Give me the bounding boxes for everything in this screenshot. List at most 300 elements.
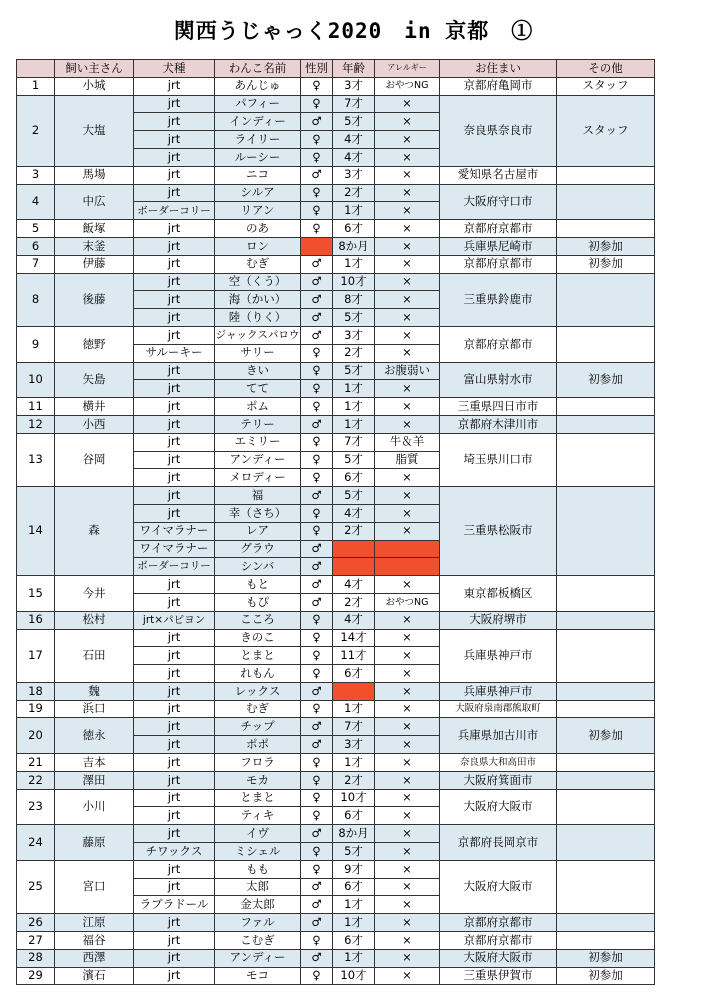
cell-sex: ♀ [301, 433, 333, 451]
cell-dog-name: もと [215, 576, 301, 594]
cell-dog-name: 福 [215, 487, 301, 505]
cell-other [557, 166, 655, 184]
cell-age: 10才 [333, 273, 375, 291]
cell-age: 8才 [333, 291, 375, 309]
participant-table [16, 59, 655, 985]
cell-sex: ♀ [301, 184, 333, 202]
cell-no: 14 [17, 487, 55, 576]
header-age: 年齢 [333, 60, 375, 78]
cell-no: 27 [17, 932, 55, 950]
cell-no: 21 [17, 754, 55, 772]
table-row [17, 825, 655, 843]
cell-breed: jrt [134, 291, 215, 309]
cell-sex: ♀ [301, 77, 333, 95]
cell-other [557, 398, 655, 416]
cell-breed: jrt [134, 113, 215, 131]
cell-age: 1才 [333, 202, 375, 220]
cell-age: 1才 [333, 896, 375, 914]
cell-other [557, 273, 655, 326]
cell-breed: jrt [134, 362, 215, 380]
cell-no: 1 [17, 77, 55, 95]
cell-breed: jrt [134, 736, 215, 754]
cell-age: 1才 [333, 415, 375, 433]
cell-owner: 中広 [55, 184, 134, 220]
cell-breed: jrt [134, 309, 215, 327]
cell-address: 大阪府大阪市 [440, 789, 557, 825]
table-row [17, 362, 655, 380]
cell-dog-name: こむぎ [215, 932, 301, 950]
cell-address: 奈良県奈良市 [440, 95, 557, 166]
cell-allergy: × [375, 131, 440, 149]
table-body [17, 77, 655, 985]
cell-breed: jrt [134, 237, 215, 255]
cell-other [557, 415, 655, 433]
cell-dog-name: グラウ [215, 540, 301, 558]
table-row [17, 914, 655, 932]
cell-breed: ボーダーコリー [134, 202, 215, 220]
cell-sex: ♀ [301, 95, 333, 113]
cell-no: 19 [17, 700, 55, 718]
cell-owner: 飯塚 [55, 220, 134, 238]
cell-other: スタッフ [557, 95, 655, 166]
cell-allergy: × [375, 255, 440, 273]
cell-owner: 森 [55, 487, 134, 576]
cell-allergy: × [375, 771, 440, 789]
cell-breed: jrt [134, 771, 215, 789]
cell-allergy: おやつNG [375, 77, 440, 95]
cell-breed: jrt [134, 932, 215, 950]
cell-dog-name: ロン [215, 237, 301, 255]
cell-dog-name: ルーシー [215, 148, 301, 166]
cell-allergy: × [375, 576, 440, 594]
cell-address: 愛知県名古屋市 [440, 166, 557, 184]
cell-other [557, 825, 655, 861]
cell-allergy: × [375, 718, 440, 736]
table-row [17, 611, 655, 629]
cell-no: 16 [17, 611, 55, 629]
cell-sex: ♀ [301, 398, 333, 416]
cell-sex: ♂ [301, 255, 333, 273]
cell-address: 大阪府堺市 [440, 611, 557, 629]
cell-age: 5才 [333, 113, 375, 131]
cell-sex: ♀ [301, 629, 333, 647]
cell-age: 1才 [333, 255, 375, 273]
table-row [17, 326, 655, 344]
cell-age: 14才 [333, 629, 375, 647]
cell-address: 三重県松阪市 [440, 487, 557, 576]
cell-allergy: おやつNG [375, 593, 440, 611]
cell-no: 2 [17, 95, 55, 166]
cell-breed: jrt [134, 273, 215, 291]
cell-allergy: × [375, 487, 440, 505]
cell-age: 3才 [333, 166, 375, 184]
cell-owner: 今井 [55, 576, 134, 612]
cell-no: 26 [17, 914, 55, 932]
table-row [17, 771, 655, 789]
cell-owner: 澤田 [55, 771, 134, 789]
cell-sex: ♀ [301, 451, 333, 469]
cell-sex: ♂ [301, 273, 333, 291]
cell-owner: 西澤 [55, 949, 134, 967]
cell-allergy: × [375, 665, 440, 683]
cell-allergy: × [375, 754, 440, 772]
cell-dog-name: パフィー [215, 95, 301, 113]
cell-dog-name: メロディー [215, 469, 301, 487]
cell-address: 兵庫県神戸市 [440, 629, 557, 682]
cell-owner: 魏 [55, 682, 134, 700]
cell-dog-name: こころ [215, 611, 301, 629]
cell-breed: jrt [134, 967, 215, 985]
cell-sex: ♀ [301, 932, 333, 950]
cell-owner: 福谷 [55, 932, 134, 950]
cell-sex: ♀ [301, 131, 333, 149]
cell-no: 22 [17, 771, 55, 789]
cell-sex: ♂ [301, 540, 333, 558]
cell-allergy: × [375, 949, 440, 967]
cell-other [557, 771, 655, 789]
cell-other: 初参加 [557, 362, 655, 398]
cell-allergy: 牛＆羊 [375, 433, 440, 451]
cell-age: 1才 [333, 754, 375, 772]
cell-address: 京都府亀岡市 [440, 77, 557, 95]
cell-allergy: × [375, 380, 440, 398]
cell-allergy: × [375, 220, 440, 238]
cell-dog-name: ニコ [215, 166, 301, 184]
table-row [17, 433, 655, 451]
cell-other [557, 184, 655, 220]
cell-allergy: × [375, 611, 440, 629]
cell-age: 6才 [333, 807, 375, 825]
cell-no: 5 [17, 220, 55, 238]
header-owner: 飼い主さん [55, 60, 134, 78]
cell-sex: ♀ [301, 522, 333, 540]
cell-breed: jrt [134, 860, 215, 878]
cell-owner: 後藤 [55, 273, 134, 326]
cell-sex: ♂ [301, 682, 333, 700]
cell-breed: jrt [134, 95, 215, 113]
cell-breed: ボーダーコリー [134, 558, 215, 576]
cell-allergy [375, 558, 440, 576]
cell-sex: ♀ [301, 700, 333, 718]
cell-dog-name: むぎ [215, 700, 301, 718]
cell-age: 11才 [333, 647, 375, 665]
cell-other [557, 914, 655, 932]
cell-owner: 濱石 [55, 967, 134, 985]
cell-age: 5才 [333, 362, 375, 380]
cell-age: 5才 [333, 309, 375, 327]
table-row [17, 255, 655, 273]
cell-owner: 浜口 [55, 700, 134, 718]
cell-allergy: × [375, 629, 440, 647]
cell-age: 6才 [333, 665, 375, 683]
cell-dog-name: フロラ [215, 754, 301, 772]
table-row [17, 166, 655, 184]
cell-allergy: × [375, 326, 440, 344]
cell-age [333, 540, 375, 558]
cell-allergy: × [375, 113, 440, 131]
cell-no: 29 [17, 967, 55, 985]
table-row [17, 629, 655, 647]
cell-dog-name: モコ [215, 967, 301, 985]
table-row [17, 718, 655, 736]
cell-no: 25 [17, 860, 55, 913]
cell-allergy: × [375, 860, 440, 878]
cell-breed: ワイマラナー [134, 540, 215, 558]
cell-owner: 松村 [55, 611, 134, 629]
cell-sex [301, 237, 333, 255]
cell-owner: 横井 [55, 398, 134, 416]
cell-no: 6 [17, 237, 55, 255]
cell-sex: ♀ [301, 344, 333, 362]
cell-allergy: × [375, 843, 440, 861]
cell-no: 3 [17, 166, 55, 184]
cell-breed: jrt [134, 166, 215, 184]
header-other: その他 [557, 60, 655, 78]
cell-age: 4才 [333, 148, 375, 166]
cell-allergy: × [375, 344, 440, 362]
cell-owner: 小川 [55, 789, 134, 825]
table-row [17, 398, 655, 416]
cell-sex: ♂ [301, 291, 333, 309]
cell-breed: jrt [134, 469, 215, 487]
cell-breed: チワックス [134, 843, 215, 861]
cell-dog-name: エミリー [215, 433, 301, 451]
cell-allergy: × [375, 469, 440, 487]
cell-age: 6才 [333, 878, 375, 896]
cell-other [557, 700, 655, 718]
cell-allergy: × [375, 825, 440, 843]
cell-no: 17 [17, 629, 55, 682]
cell-sex: ♀ [301, 380, 333, 398]
cell-dog-name: ティキ [215, 807, 301, 825]
cell-no: 28 [17, 949, 55, 967]
cell-age: 2才 [333, 522, 375, 540]
cell-owner: 矢島 [55, 362, 134, 398]
cell-address: 大阪府箕面市 [440, 771, 557, 789]
cell-sex: ♀ [301, 967, 333, 985]
cell-allergy: × [375, 522, 440, 540]
cell-age: 5才 [333, 451, 375, 469]
cell-owner: 徳永 [55, 718, 134, 754]
cell-owner: 末釜 [55, 237, 134, 255]
cell-breed: jrt [134, 326, 215, 344]
cell-age: 4才 [333, 576, 375, 594]
cell-breed: jrt [134, 647, 215, 665]
cell-dog-name: レア [215, 522, 301, 540]
cell-dog-name: とまと [215, 789, 301, 807]
cell-age: 9才 [333, 860, 375, 878]
cell-age: 5才 [333, 843, 375, 861]
cell-allergy: × [375, 415, 440, 433]
cell-dog-name: 太郎 [215, 878, 301, 896]
table-row [17, 682, 655, 700]
cell-owner: 江原 [55, 914, 134, 932]
cell-owner: 大塩 [55, 95, 134, 166]
cell-age: 4才 [333, 504, 375, 522]
cell-breed: jrt [134, 380, 215, 398]
cell-breed: jrt [134, 451, 215, 469]
table-row [17, 77, 655, 95]
cell-other [557, 682, 655, 700]
cell-sex: ♂ [301, 113, 333, 131]
cell-address: 奈良県大和高田市 [440, 754, 557, 772]
cell-sex: ♀ [301, 843, 333, 861]
cell-address: 三重県伊賀市 [440, 967, 557, 985]
cell-address: 京都府京都市 [440, 932, 557, 950]
cell-sex: ♀ [301, 860, 333, 878]
cell-address: 京都府京都市 [440, 255, 557, 273]
cell-no: 18 [17, 682, 55, 700]
cell-age: 2才 [333, 344, 375, 362]
cell-allergy: × [375, 736, 440, 754]
cell-age: 2才 [333, 184, 375, 202]
cell-dog-name: ライリー [215, 131, 301, 149]
header-dog-name: わんこ名前 [215, 60, 301, 78]
cell-other [557, 860, 655, 913]
cell-dog-name: モカ [215, 771, 301, 789]
cell-address: 京都府京都市 [440, 914, 557, 932]
cell-sex: ♂ [301, 558, 333, 576]
cell-allergy: お腹弱い [375, 362, 440, 380]
cell-breed: jrt [134, 415, 215, 433]
cell-no: 13 [17, 433, 55, 486]
cell-sex: ♀ [301, 665, 333, 683]
cell-allergy: × [375, 237, 440, 255]
cell-dog-name: レックス [215, 682, 301, 700]
cell-sex: ♂ [301, 326, 333, 344]
cell-dog-name: てて [215, 380, 301, 398]
cell-allergy: × [375, 896, 440, 914]
header-allergy: アレルギー [375, 60, 440, 78]
cell-address: 富山県射水市 [440, 362, 557, 398]
cell-allergy: × [375, 789, 440, 807]
cell-breed: ラブラドール [134, 896, 215, 914]
header-no [17, 60, 55, 78]
cell-sex: ♀ [301, 504, 333, 522]
cell-sex: ♂ [301, 309, 333, 327]
cell-address: 埼玉県川口市 [440, 433, 557, 486]
cell-no: 9 [17, 326, 55, 362]
cell-age: 1才 [333, 398, 375, 416]
cell-allergy: × [375, 932, 440, 950]
cell-dog-name: むぎ [215, 255, 301, 273]
cell-age: 3才 [333, 77, 375, 95]
cell-allergy: 脂質 [375, 451, 440, 469]
cell-breed: jrt [134, 576, 215, 594]
cell-age: 10才 [333, 789, 375, 807]
cell-age: 7才 [333, 95, 375, 113]
cell-age: 1才 [333, 914, 375, 932]
cell-breed: jrt [134, 718, 215, 736]
cell-age: 4才 [333, 131, 375, 149]
cell-address: 兵庫県尼崎市 [440, 237, 557, 255]
cell-sex: ♂ [301, 949, 333, 967]
cell-other [557, 433, 655, 486]
table-row [17, 967, 655, 985]
cell-breed: jrt [134, 433, 215, 451]
cell-address: 兵庫県神戸市 [440, 682, 557, 700]
cell-address: 大阪府大阪市 [440, 949, 557, 967]
cell-sex: ♀ [301, 469, 333, 487]
cell-age: 2才 [333, 771, 375, 789]
header-breed: 犬種 [134, 60, 215, 78]
cell-age: 3才 [333, 736, 375, 754]
cell-owner: 小西 [55, 415, 134, 433]
cell-age: 4才 [333, 611, 375, 629]
cell-allergy [375, 540, 440, 558]
cell-breed: jrt [134, 949, 215, 967]
cell-sex: ♀ [301, 220, 333, 238]
cell-breed: サルーキー [134, 344, 215, 362]
cell-allergy: × [375, 647, 440, 665]
cell-other [557, 611, 655, 629]
cell-address: 三重県四日市市 [440, 398, 557, 416]
cell-breed: jrt [134, 504, 215, 522]
cell-breed: jrt [134, 682, 215, 700]
cell-dog-name: 海（かい） [215, 291, 301, 309]
cell-no: 10 [17, 362, 55, 398]
cell-dog-name: 幸（さち） [215, 504, 301, 522]
cell-sex: ♂ [301, 878, 333, 896]
cell-other [557, 220, 655, 238]
cell-dog-name: テリー [215, 415, 301, 433]
cell-no: 20 [17, 718, 55, 754]
cell-dog-name: 金太郎 [215, 896, 301, 914]
cell-breed: jrt [134, 825, 215, 843]
cell-age: 1才 [333, 380, 375, 398]
cell-other: スタッフ [557, 77, 655, 95]
cell-dog-name: ジャックスパロウ [215, 326, 301, 344]
cell-other [557, 789, 655, 825]
table-row [17, 220, 655, 238]
cell-age: 1才 [333, 700, 375, 718]
cell-sex: ♂ [301, 487, 333, 505]
cell-allergy: × [375, 202, 440, 220]
cell-sex: ♂ [301, 718, 333, 736]
header-sex: 性別 [301, 60, 333, 78]
cell-no: 12 [17, 415, 55, 433]
cell-sex: ♀ [301, 754, 333, 772]
cell-allergy: × [375, 291, 440, 309]
table-row [17, 415, 655, 433]
cell-age: 6才 [333, 220, 375, 238]
cell-dog-name: チップ [215, 718, 301, 736]
cell-dog-name: ファル [215, 914, 301, 932]
cell-other [557, 326, 655, 362]
cell-dog-name: あんじゅ [215, 77, 301, 95]
cell-other: 初参加 [557, 237, 655, 255]
cell-no: 11 [17, 398, 55, 416]
cell-no: 8 [17, 273, 55, 326]
cell-allergy: × [375, 682, 440, 700]
page-title: 関西うじゃっく2020 in 京都 ① [173, 19, 534, 43]
cell-dog-name: ポポ [215, 736, 301, 754]
cell-age: 7才 [333, 718, 375, 736]
cell-breed: jrt [134, 398, 215, 416]
table-row [17, 754, 655, 772]
cell-breed: jrt [134, 807, 215, 825]
cell-breed: jrt [134, 914, 215, 932]
cell-age: 8か月 [333, 825, 375, 843]
table-row [17, 273, 655, 291]
cell-other: 初参加 [557, 967, 655, 985]
cell-sex: ♀ [301, 647, 333, 665]
cell-no: 23 [17, 789, 55, 825]
cell-sex: ♀ [301, 202, 333, 220]
cell-other: 初参加 [557, 255, 655, 273]
cell-allergy: × [375, 504, 440, 522]
cell-age: 5才 [333, 487, 375, 505]
